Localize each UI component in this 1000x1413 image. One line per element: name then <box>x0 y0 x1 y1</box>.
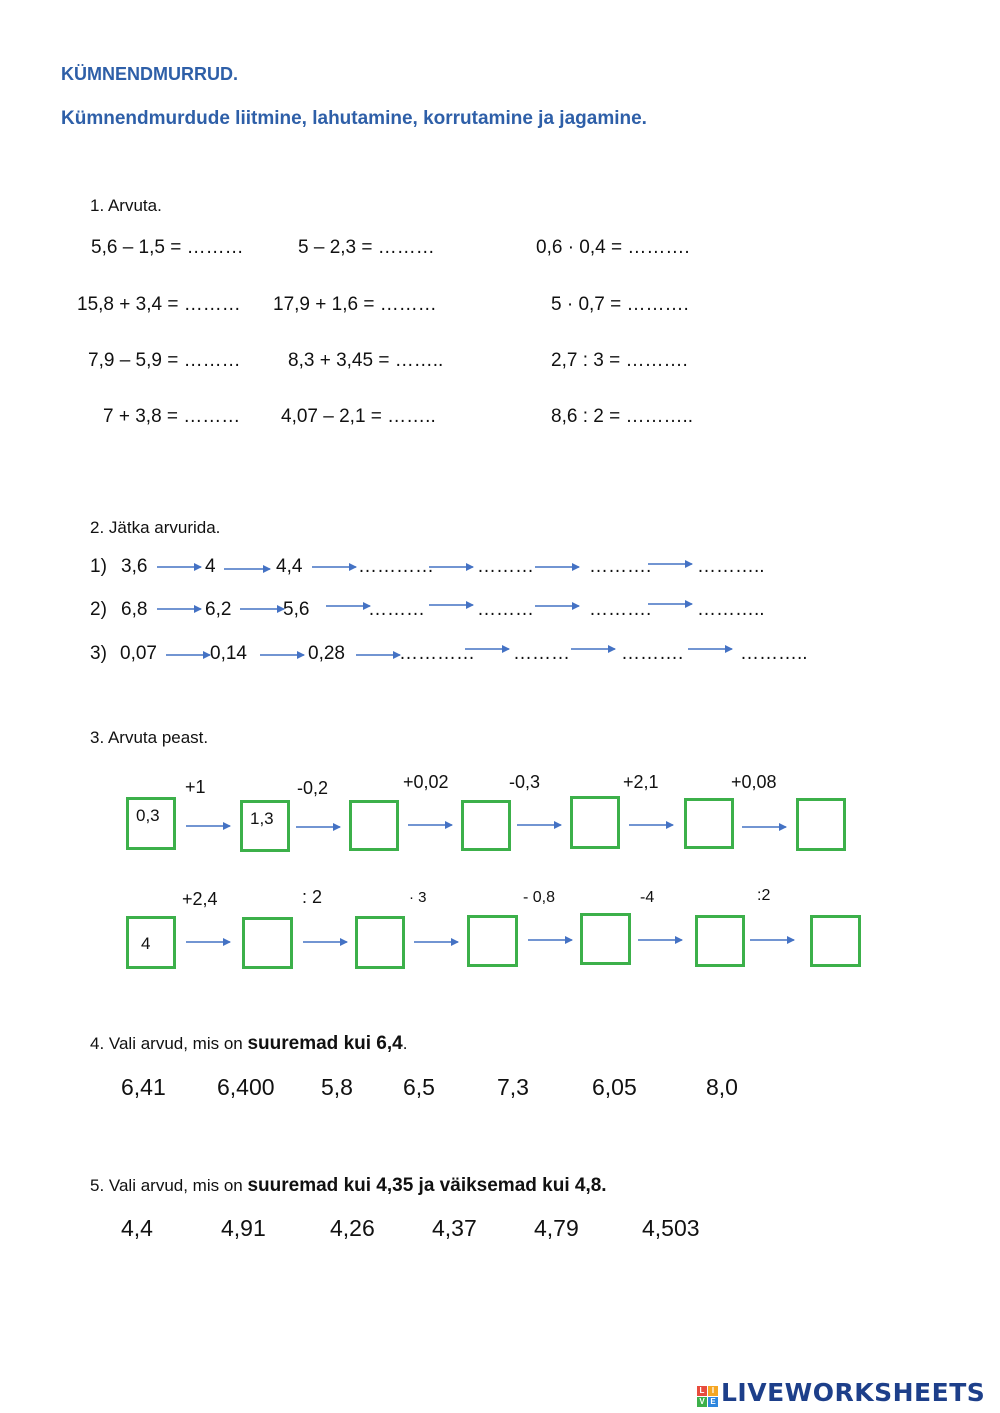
task4-label <box>90 1033 407 1055</box>
sequence-number: 2) <box>90 599 107 620</box>
operation-label: · 3 <box>409 889 427 906</box>
task1-label: 1. Arvuta. <box>90 196 162 215</box>
task5-label <box>90 1175 607 1197</box>
task5-label-bold: suuremad kui 4,35 ja väiksemad kui 4,8. <box>247 1175 607 1196</box>
equation[interactable]: 5 · 0,7 = ………. <box>551 294 689 315</box>
sequence-value: 4,4 <box>276 556 303 577</box>
choice-option[interactable]: 5,8 <box>321 1074 353 1100</box>
task4-label-suffix: . <box>402 1034 408 1053</box>
equation[interactable]: 5,6 – 1,5 = ……… <box>91 237 244 258</box>
operation-label: - 0,8 <box>523 889 556 906</box>
equation[interactable]: 0,6 · 0,4 = ………. <box>536 237 690 258</box>
equation[interactable]: 8,3 + 3,45 = …….. <box>288 350 444 371</box>
sequence-value: 6,2 <box>205 599 232 620</box>
sequence-blank[interactable]: ……… <box>368 599 425 620</box>
logo-text: LIVEWORKSHEETS <box>721 1378 986 1407</box>
choice-option[interactable]: 7,3 <box>497 1074 529 1100</box>
choice-option[interactable]: 6,400 <box>217 1074 275 1100</box>
sequence-number: 1) <box>90 556 107 577</box>
equation[interactable]: 7 + 3,8 = ……… <box>103 406 241 427</box>
sequence-blank[interactable]: ……….. <box>697 556 765 577</box>
equation[interactable]: 7,9 – 5,9 = ……… <box>88 350 241 371</box>
operation-label: -0,2 <box>297 778 329 798</box>
equation[interactable]: 8,6 : 2 = ……….. <box>551 406 694 427</box>
task4-label-prefix: 4. Vali arvud, mis on <box>90 1034 248 1053</box>
logo-grid-icon: L I V E <box>697 1386 719 1408</box>
sequence-blank[interactable]: ………… <box>358 556 434 577</box>
operation-label: +0,08 <box>731 772 777 792</box>
sequence-blank[interactable]: ……… <box>477 556 534 577</box>
operation-label: +1 <box>185 777 206 797</box>
sequence-blank[interactable]: ………. <box>621 643 684 664</box>
sequence-value: 0,28 <box>308 643 345 664</box>
equation[interactable]: 17,9 + 1,6 = ……… <box>273 294 437 315</box>
page-title: KÜMNENDMURRUD. <box>61 64 238 84</box>
task3-label: 3. Arvuta peast. <box>90 728 209 747</box>
task2-label: 2. Jätka arvurida. <box>90 518 221 537</box>
operation-label: :2 <box>757 887 771 904</box>
sequence-blank[interactable]: ………… <box>399 643 475 664</box>
operation-label: -0,3 <box>509 772 541 792</box>
sequence-blank[interactable]: ……….. <box>740 643 808 664</box>
box-value: 0,3 <box>136 806 160 825</box>
choice-option[interactable]: 4,26 <box>330 1215 375 1241</box>
choice-option[interactable]: 4,37 <box>432 1215 477 1241</box>
operation-label: +2,4 <box>182 889 218 909</box>
equation[interactable]: 15,8 + 3,4 = ……… <box>77 294 241 315</box>
choice-option[interactable]: 4,79 <box>534 1215 579 1241</box>
task4-label-bold: suuremad kui 6,4 <box>247 1033 403 1054</box>
box-value: 4 <box>141 934 151 953</box>
sequence-value: 4 <box>205 556 216 577</box>
page-subtitle: Kümnendmurdude liitmine, lahutamine, korrutamine ja jagamine. <box>61 108 647 129</box>
sequence-value: 0,14 <box>210 643 247 664</box>
sequence-number: 3) <box>90 643 107 664</box>
operation-label: +0,02 <box>403 772 449 792</box>
choice-option[interactable]: 6,41 <box>121 1074 166 1100</box>
sequence-value: 6,8 <box>121 599 148 620</box>
operation-label: +2,1 <box>623 772 659 792</box>
sequence-value: 3,6 <box>121 556 148 577</box>
sequence-value: 5,6 <box>283 599 310 620</box>
task5-label-prefix: 5. Vali arvud, mis on <box>90 1176 248 1195</box>
choice-option[interactable]: 6,05 <box>592 1074 637 1100</box>
choice-option[interactable]: 4,91 <box>221 1215 266 1241</box>
box-value: 1,3 <box>250 809 274 828</box>
operation-label: -4 <box>640 889 655 906</box>
liveworksheets-logo <box>697 1378 985 1408</box>
sequence-blank[interactable]: ………. <box>589 556 652 577</box>
sequence-blank[interactable]: ……… <box>477 599 534 620</box>
equation[interactable]: 4,07 – 2,1 = …….. <box>281 406 436 427</box>
sequence-blank[interactable]: ……….. <box>697 599 765 620</box>
choice-option[interactable]: 6,5 <box>403 1074 435 1100</box>
choice-option[interactable]: 4,503 <box>642 1215 700 1241</box>
sequence-blank[interactable]: ………. <box>589 599 652 620</box>
choice-option[interactable]: 8,0 <box>706 1074 738 1100</box>
equation[interactable]: 2,7 : 3 = ………. <box>551 350 688 371</box>
equation[interactable]: 5 – 2,3 = ……… <box>298 237 435 258</box>
operation-label: : 2 <box>302 887 323 907</box>
choice-option[interactable]: 4,4 <box>121 1215 153 1241</box>
sequence-blank[interactable]: ……… <box>513 643 570 664</box>
sequence-value: 0,07 <box>120 643 157 664</box>
